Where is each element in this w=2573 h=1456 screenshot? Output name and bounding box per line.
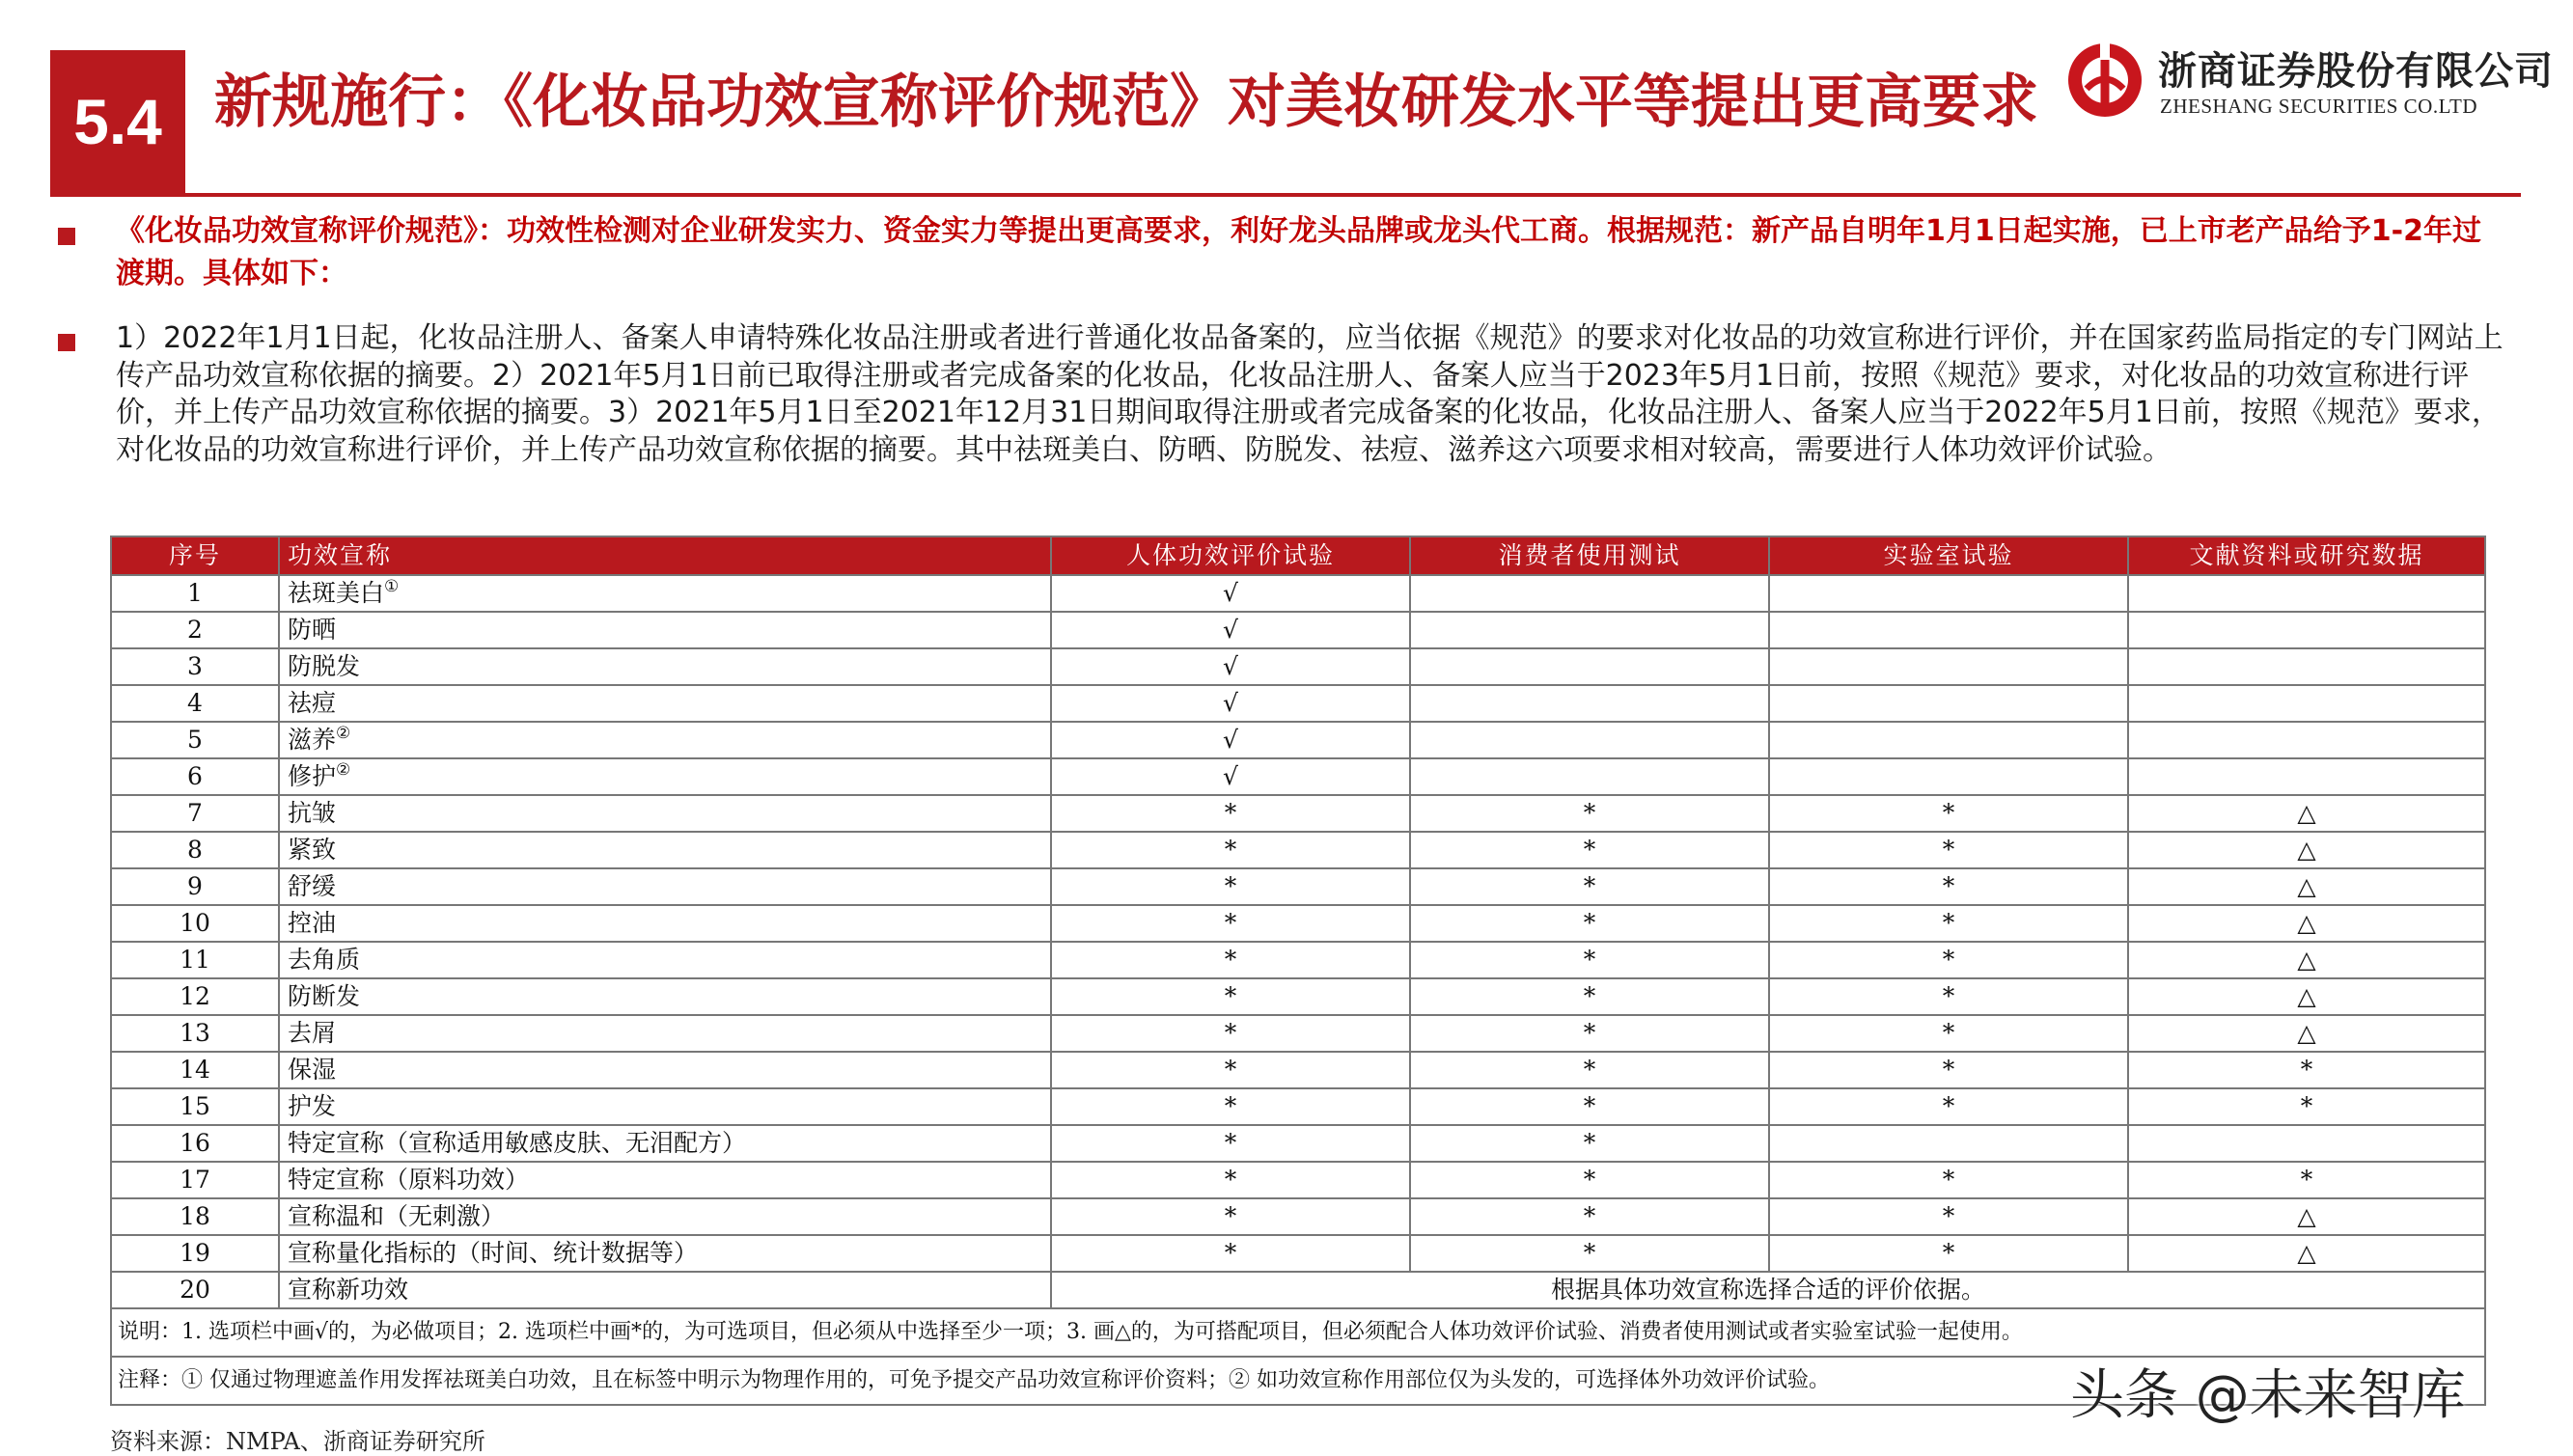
cell-consumer-test: * (1410, 795, 1769, 832)
row-number: 13 (111, 1015, 279, 1052)
cell-consumer-test (1410, 722, 1769, 758)
row-claim-footnote-mark: ② (336, 724, 351, 743)
row-claim-text: 护发 (288, 1092, 337, 1120)
row-claim-text: 舒缓 (288, 872, 337, 900)
row-number: 5 (111, 722, 279, 758)
cell-consumer-test (1410, 575, 1769, 612)
cell-lab-test: * (1769, 942, 2128, 978)
cell-literature: △ (2128, 868, 2485, 905)
cell-human-test: * (1051, 942, 1410, 978)
row-number: 3 (111, 648, 279, 685)
cell-human-test: √ (1051, 612, 1410, 648)
cell-lab-test (1769, 722, 2128, 758)
cell-human-test: * (1051, 832, 1410, 868)
row-claim-text: 宣称温和（无刺激） (288, 1202, 506, 1230)
cell-human-test: * (1051, 1198, 1410, 1235)
cell-lab-test: * (1769, 832, 2128, 868)
table-row (111, 1088, 2485, 1125)
bullet-summary-text: 《化妆品功效宣称评价规范》：功效性检测对企业研发实力、资金实力等提出更高要求，利好龙头品牌或龙头代工商。根据规范：新产品自明年1月1日起实施，已上市老产品给予1-2年过渡期。具体如下： (116, 214, 2481, 290)
cell-literature (2128, 1125, 2485, 1162)
watermark: 头条 @未来智库 (2070, 1364, 2466, 1427)
row-claim-text: 祛痘 (288, 689, 337, 717)
row-claim (279, 1125, 1051, 1162)
cell-literature: △ (2128, 795, 2485, 832)
row-claim-text: 祛斑美白 (288, 579, 385, 607)
table-row (111, 758, 2485, 795)
cell-consumer-test: * (1410, 1125, 1769, 1162)
cell-lab-test (1769, 758, 2128, 795)
row-claim-text: 宣称量化指标的（时间、统计数据等） (288, 1239, 699, 1267)
row-claim (279, 868, 1051, 905)
row-claim: 宣称新功效 (279, 1272, 1051, 1308)
cell-literature: △ (2128, 1235, 2485, 1272)
row-claim-text: 修护 (288, 762, 337, 790)
row-claim-text: 滋养 (288, 726, 337, 754)
cell-lab-test: * (1769, 978, 2128, 1015)
row-claim-text: 保湿 (288, 1056, 337, 1084)
cell-human-test: * (1051, 868, 1410, 905)
table-row (111, 868, 2485, 905)
cell-literature: △ (2128, 942, 2485, 978)
cell-lab-test (1769, 575, 2128, 612)
table-row (111, 978, 2485, 1015)
bullet-square-icon (58, 228, 75, 245)
row-claim (279, 1052, 1051, 1088)
row-number: 18 (111, 1198, 279, 1235)
row-claim-text: 去屑 (288, 1019, 337, 1047)
cell-consumer-test: * (1410, 942, 1769, 978)
cell-lab-test: * (1769, 905, 2128, 942)
cell-lab-test: * (1769, 868, 2128, 905)
cell-literature: △ (2128, 978, 2485, 1015)
row-claim (279, 575, 1051, 612)
cell-lab-test (1769, 648, 2128, 685)
logo-english-name: ZHESHANG SECURITIES CO.LTD (2160, 95, 2477, 118)
cell-literature (2128, 685, 2485, 722)
cell-literature: * (2128, 1088, 2485, 1125)
cell-human-test: * (1051, 905, 1410, 942)
cell-lab-test (1769, 612, 2128, 648)
table-row (111, 942, 2485, 978)
row-merged-note: 根据具体功效宣称选择合适的评价依据。 (1051, 1272, 2485, 1308)
cell-consumer-test (1410, 648, 1769, 685)
header-divider (50, 193, 2521, 197)
table-row (111, 1198, 2485, 1235)
row-claim (279, 1235, 1051, 1272)
table-row (111, 1125, 2485, 1162)
row-claim (279, 905, 1051, 942)
cell-lab-test (1769, 1125, 2128, 1162)
table-row (111, 685, 2485, 722)
row-number: 14 (111, 1052, 279, 1088)
cell-human-test: * (1051, 1162, 1410, 1198)
row-number: 4 (111, 685, 279, 722)
row-claim (279, 832, 1051, 868)
table-row (111, 1015, 2485, 1052)
cell-consumer-test (1410, 758, 1769, 795)
table-row (111, 1272, 2485, 1308)
cell-literature: * (2128, 1052, 2485, 1088)
row-claim-text: 控油 (288, 909, 337, 937)
cell-consumer-test: * (1410, 1235, 1769, 1272)
cell-literature: * (2128, 1162, 2485, 1198)
row-claim-text: 特定宣称（宣称适用敏感皮肤、无泪配方） (288, 1129, 747, 1157)
row-claim-text: 防脱发 (288, 652, 361, 680)
col-header-lab-test: 实验室试验 (1769, 536, 2128, 575)
table-row (111, 612, 2485, 648)
page-title: 新规施行：《化妆品功效宣称评价规范》对美妆研发水平等提出更高要求 (214, 69, 2038, 136)
table-row (111, 575, 2485, 612)
row-number: 11 (111, 942, 279, 978)
cell-literature (2128, 722, 2485, 758)
row-number: 10 (111, 905, 279, 942)
table-header-row (111, 536, 2485, 575)
row-number: 20 (111, 1272, 279, 1308)
col-header-human-test: 人体功效评价试验 (1051, 536, 1410, 575)
row-claim (279, 795, 1051, 832)
table-row (111, 722, 2485, 758)
table-row (111, 1052, 2485, 1088)
row-claim-text: 紧致 (288, 836, 337, 864)
cell-human-test: * (1051, 978, 1410, 1015)
cell-lab-test: * (1769, 1015, 2128, 1052)
row-claim (279, 978, 1051, 1015)
zheshang-logo-icon (2065, 41, 2144, 120)
cell-literature (2128, 758, 2485, 795)
cell-literature: △ (2128, 1015, 2485, 1052)
cell-literature (2128, 648, 2485, 685)
row-number: 8 (111, 832, 279, 868)
cell-human-test: * (1051, 1235, 1410, 1272)
row-number: 9 (111, 868, 279, 905)
row-number: 6 (111, 758, 279, 795)
cell-lab-test: * (1769, 1052, 2128, 1088)
row-claim (279, 612, 1051, 648)
row-number: 19 (111, 1235, 279, 1272)
cell-lab-test: * (1769, 1162, 2128, 1198)
cell-literature (2128, 575, 2485, 612)
cell-literature: △ (2128, 832, 2485, 868)
company-logo (2065, 33, 2554, 129)
cell-human-test: * (1051, 1052, 1410, 1088)
cell-consumer-test: * (1410, 1198, 1769, 1235)
row-claim (279, 758, 1051, 795)
table-row (111, 795, 2485, 832)
cell-human-test: √ (1051, 685, 1410, 722)
cell-human-test: √ (1051, 575, 1410, 612)
row-number: 17 (111, 1162, 279, 1198)
row-claim (279, 1198, 1051, 1235)
cell-consumer-test: * (1410, 1162, 1769, 1198)
cell-consumer-test: * (1410, 1052, 1769, 1088)
cell-lab-test (1769, 685, 2128, 722)
table-note-legend: 说明：1. 选项栏中画√的，为必做项目；2. 选项栏中画*的，为可选项目，但必须从中选择至少一项；3. 画△的，为可搭配项目，但必须配合人体功效评价试验、消费者使用测试或者实验室试验一起使用。 (111, 1308, 2485, 1357)
row-claim-text: 特定宣称（原料功效） (288, 1166, 530, 1194)
cell-human-test: * (1051, 1088, 1410, 1125)
table-note-footnotes: 注释：① 仅通过物理遮盖作用发挥祛斑美白功效，且在标签中明示为物理作用的，可免予提交产品功效宣称评价资料；② 如功效宣称作用部位仅为头发的，可选择体外功效评价试验。 (111, 1357, 2485, 1405)
row-number: 2 (111, 612, 279, 648)
section-number: 5.4 (73, 86, 162, 157)
table-row (111, 1162, 2485, 1198)
row-claim-text: 防断发 (288, 982, 361, 1010)
bullet-square-icon (58, 334, 75, 351)
row-number: 16 (111, 1125, 279, 1162)
cell-human-test: * (1051, 1015, 1410, 1052)
table-note-row (111, 1308, 2485, 1357)
row-claim (279, 685, 1051, 722)
cell-consumer-test: * (1410, 1015, 1769, 1052)
row-claim-text: 抗皱 (288, 799, 337, 827)
cell-consumer-test: * (1410, 868, 1769, 905)
cell-human-test: √ (1051, 758, 1410, 795)
cell-human-test: √ (1051, 722, 1410, 758)
cell-consumer-test: * (1410, 905, 1769, 942)
table-row (111, 905, 2485, 942)
cell-lab-test: * (1769, 1198, 2128, 1235)
row-number: 7 (111, 795, 279, 832)
cell-consumer-test: * (1410, 978, 1769, 1015)
row-claim (279, 1015, 1051, 1052)
col-header-literature: 文献资料或研究数据 (2128, 536, 2485, 575)
cell-literature: △ (2128, 905, 2485, 942)
section-number-badge (50, 50, 185, 193)
cell-literature: △ (2128, 1198, 2485, 1235)
cell-consumer-test (1410, 612, 1769, 648)
cell-consumer-test: * (1410, 1088, 1769, 1125)
cell-lab-test: * (1769, 795, 2128, 832)
row-claim-footnote-mark: ① (384, 577, 400, 596)
col-header-no: 序号 (111, 536, 279, 575)
logo-chinese-name: 浙商证券股份有限公司 (2158, 49, 2554, 94)
row-claim (279, 942, 1051, 978)
table-row (111, 648, 2485, 685)
row-claim-footnote-mark: ② (336, 760, 351, 780)
row-claim (279, 1162, 1051, 1198)
table-row (111, 832, 2485, 868)
row-claim-text: 去角质 (288, 946, 361, 974)
cell-human-test: * (1051, 795, 1410, 832)
cell-lab-test: * (1769, 1235, 2128, 1272)
row-claim (279, 648, 1051, 685)
row-claim (279, 722, 1051, 758)
source-note: 资料来源：NMPA、浙商证券研究所 (110, 1428, 485, 1455)
bullet-detail-text: 1）2022年1月1日起，化妆品注册人、备案人申请特殊化妆品注册或者进行普通化妆品备案的，应当依据《规范》的要求对化妆品的功效宣称进行评价，并在国家药监局指定的专门网站上传产品功效宣称依据的摘要。2）2021年5月1日前已取得注册或者完成备案的化妆品，化妆品注册人、备案人应当于2023年5月1日前，按照《规范》要求，对化妆品的功效宣称进行评价，并上传产品功效宣称依据的摘要。3）2021年5月1日至2021年12月31日期间取得注册或者完成备案的化妆品，化妆品注册人、备案人应当于2022年5月1日前，按照《规范》要求，对化妆品的功效宣称进行评价，并上传产品功效宣称依据的摘要。其中祛斑美白、防晒、防脱发、祛痘、滋养这六项要求相对较高，需要进行人体功效评价试验。 (116, 321, 2504, 467)
row-number: 12 (111, 978, 279, 1015)
efficacy-claims-table (110, 536, 2486, 1406)
col-header-consumer-test: 消费者使用测试 (1410, 536, 1769, 575)
cell-consumer-test (1410, 685, 1769, 722)
row-number: 15 (111, 1088, 279, 1125)
cell-literature (2128, 612, 2485, 648)
cell-human-test: * (1051, 1125, 1410, 1162)
col-header-claim: 功效宣称 (279, 536, 1051, 575)
table-row (111, 1235, 2485, 1272)
row-claim-text: 防晒 (288, 616, 337, 644)
cell-lab-test: * (1769, 1088, 2128, 1125)
row-claim (279, 1088, 1051, 1125)
cell-consumer-test: * (1410, 832, 1769, 868)
cell-human-test: √ (1051, 648, 1410, 685)
row-number: 1 (111, 575, 279, 612)
